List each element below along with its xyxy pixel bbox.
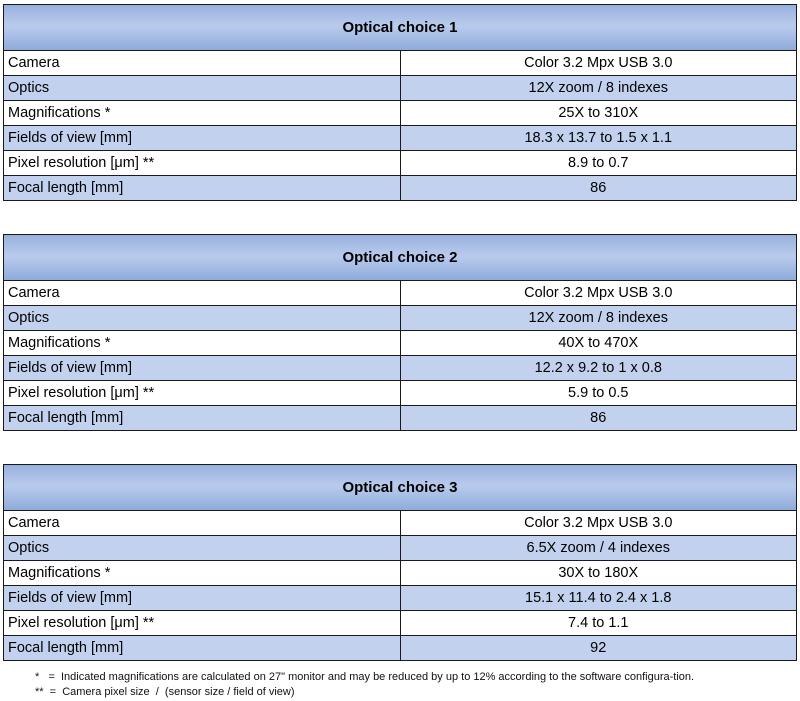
row-value: 86 [400,406,797,431]
row-label: Magnifications * [4,561,401,586]
row-label: Fields of view [mm] [4,126,401,151]
row-value: 40X to 470X [400,331,797,356]
row-value: 30X to 180X [400,561,797,586]
row-value: 7.4 to 1.1 [400,611,797,636]
row-value: 18.3 x 13.7 to 1.5 x 1.1 [400,126,797,151]
row-value: 25X to 310X [400,101,797,126]
table-row [4,151,797,176]
row-label: Focal length [mm] [4,176,401,201]
row-label: Fields of view [mm] [4,586,401,611]
row-label: Fields of view [mm] [4,356,401,381]
row-label: Camera [4,281,401,306]
table-row [4,101,797,126]
table-row [4,306,797,331]
table-row [4,381,797,406]
row-label: Optics [4,76,401,101]
footnote-pixel-size: ** = Camera pixel size / (sensor size / field of view) [35,686,295,698]
table-row [4,561,797,586]
table-row [4,406,797,431]
table-row [4,611,797,636]
row-label: Camera [4,51,401,76]
table-row [4,356,797,381]
table-row [4,126,797,151]
optical-choice-2-table [3,234,797,431]
table-row [4,536,797,561]
row-value: 92 [400,636,797,661]
row-value: 12X zoom / 8 indexes [400,306,797,331]
table-row [4,176,797,201]
table-row [4,76,797,101]
row-value: 5.9 to 0.5 [400,381,797,406]
row-label: Camera [4,511,401,536]
table-row [4,586,797,611]
row-value: Color 3.2 Mpx USB 3.0 [400,51,797,76]
table-row [4,51,797,76]
row-label: Focal length [mm] [4,406,401,431]
table-row [4,281,797,306]
row-value: 86 [400,176,797,201]
row-value: 6.5X zoom / 4 indexes [400,536,797,561]
table-row [4,331,797,356]
footnote-magnification: * = Indicated magnifications are calculated on 27" monitor and may be reduced by up to 12% according to the software configura-tion. [35,671,695,683]
row-label: Focal length [mm] [4,636,401,661]
optical-choice-1-table [3,4,797,201]
row-value: 8.9 to 0.7 [400,151,797,176]
table-title: Optical choice 2 [4,235,797,281]
optical-choice-3-table [3,464,797,661]
row-value: Color 3.2 Mpx USB 3.0 [400,281,797,306]
row-label: Pixel resolution [μm] ** [4,381,401,406]
row-label: Optics [4,306,401,331]
row-label: Magnifications * [4,331,401,356]
row-value: 12X zoom / 8 indexes [400,76,797,101]
row-value: Color 3.2 Mpx USB 3.0 [400,511,797,536]
table-row [4,636,797,661]
footnotes [35,670,694,700]
row-label: Magnifications * [4,101,401,126]
row-value: 12.2 x 9.2 to 1 x 0.8 [400,356,797,381]
row-label: Pixel resolution [μm] ** [4,151,401,176]
row-value: 15.1 x 11.4 to 2.4 x 1.8 [400,586,797,611]
row-label: Pixel resolution [μm] ** [4,611,401,636]
table-title: Optical choice 1 [4,5,797,51]
table-title: Optical choice 3 [4,465,797,511]
table-row [4,511,797,536]
row-label: Optics [4,536,401,561]
